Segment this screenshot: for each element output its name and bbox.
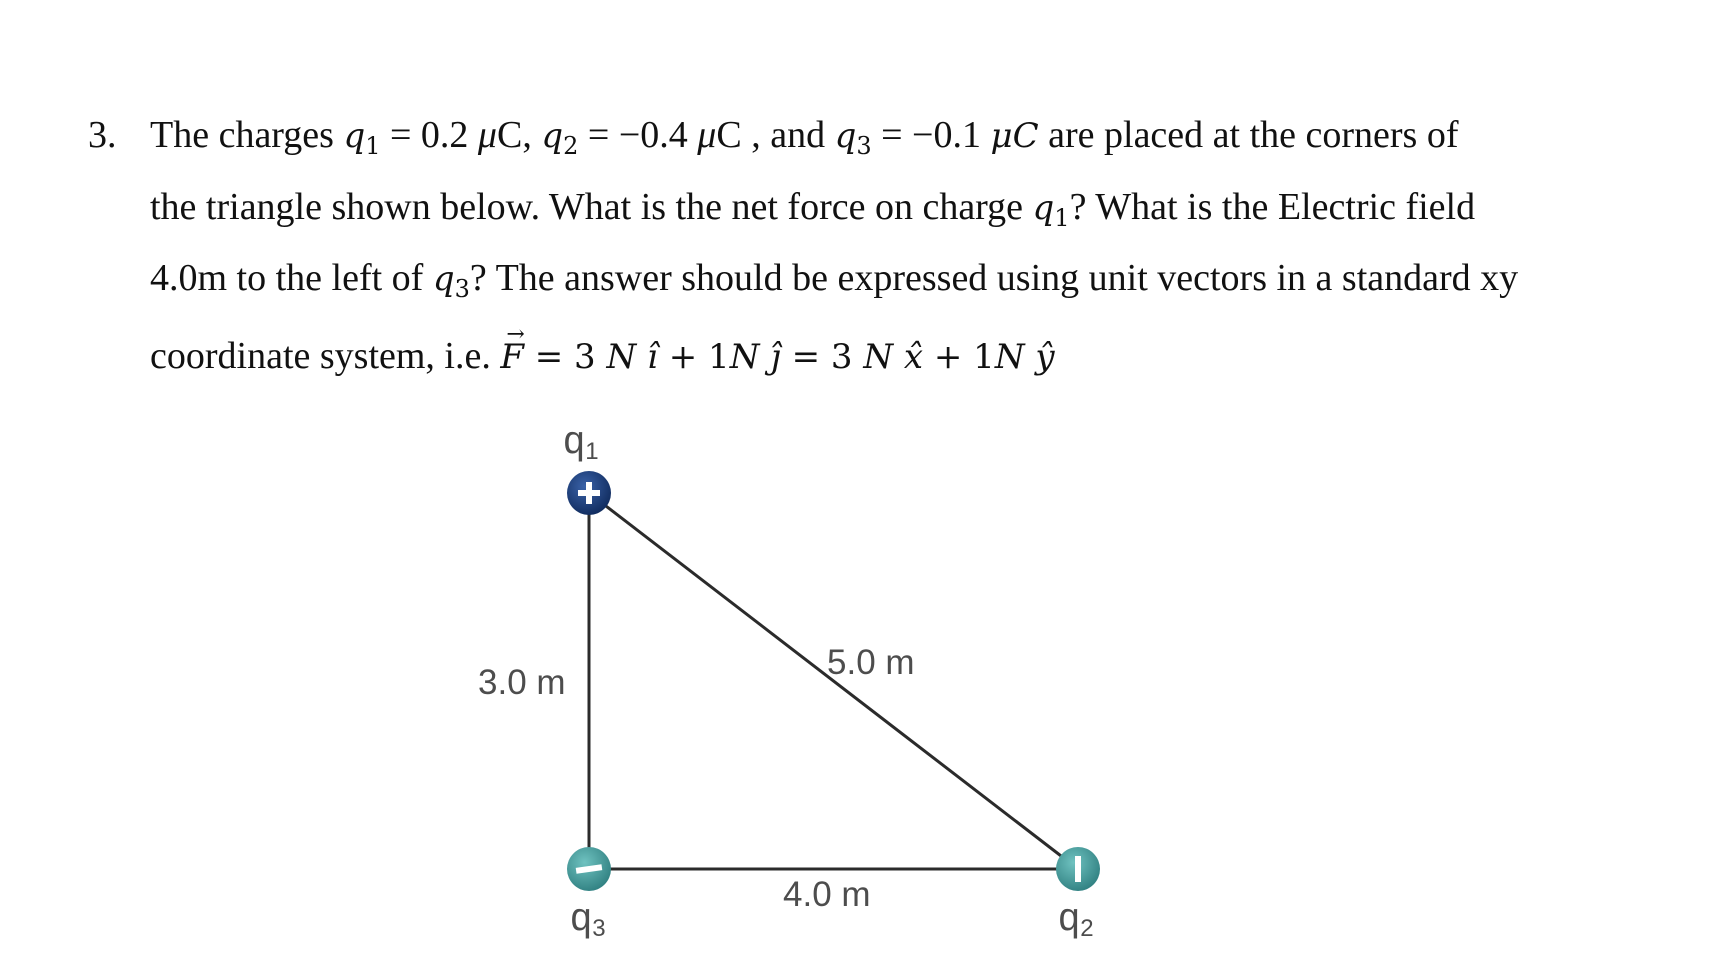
i-hat: î: [636, 337, 658, 377]
charge-q2-icon: [1056, 847, 1100, 891]
q-letter: q: [834, 116, 857, 156]
q-subscript: 1: [1054, 204, 1070, 232]
side-label-horizontal: 4.0 m: [783, 875, 871, 914]
q-letter: q: [563, 418, 585, 462]
text: coordinate system, i.e.: [150, 335, 501, 377]
q-subscript: 2: [1080, 915, 1094, 942]
charge-q3-icon: [567, 847, 611, 891]
text: 4.0m to the left of: [150, 257, 433, 299]
q2-value: = −0.4: [578, 114, 698, 156]
text: ? What is the Electric field: [1069, 186, 1476, 228]
force-vector-symbol: → F: [500, 335, 524, 379]
text: The charges: [150, 114, 344, 156]
q1-value: = 0.2: [380, 114, 478, 156]
q-subscript: 3: [454, 275, 470, 303]
q-subscript: 1: [585, 438, 599, 465]
newton-unit: N: [994, 337, 1025, 377]
charge-label-q3: [570, 895, 606, 942]
q-letter: q: [541, 116, 564, 156]
text: the triangle shown below. What is the net force on charge: [150, 186, 1033, 228]
side-label-hypotenuse: 5.0 m: [827, 643, 915, 682]
charge-label-q1: [563, 418, 599, 465]
charge-q1-icon: [567, 471, 611, 515]
text: are placed at the corners of: [1038, 114, 1459, 156]
q-letter: q: [570, 895, 592, 939]
text: ? The answer should be expressed using unit vectors in a standard xy: [469, 257, 1519, 299]
q-subscript: 3: [856, 132, 872, 160]
q1-unit: C,: [497, 114, 542, 156]
q-subscript: 3: [592, 915, 606, 942]
j-hat: ĵ: [759, 337, 781, 377]
q3-unit: μC: [990, 116, 1039, 156]
mu-symbol: μ: [697, 114, 717, 156]
q-subscript: 1: [365, 132, 381, 160]
mu-symbol: μ: [477, 114, 497, 156]
q-subscript: 2: [563, 132, 579, 160]
eq-part: = 3: [780, 337, 864, 377]
side-label-vertical: 3.0 m: [478, 663, 566, 702]
newton-unit: N: [863, 337, 894, 377]
q-letter: q: [1058, 895, 1080, 939]
problem-number: 3.: [88, 114, 117, 156]
eq-part: + 1: [923, 337, 995, 377]
newton-unit: N: [729, 337, 760, 377]
charge-label-q2: [1058, 895, 1094, 942]
x-hat: x̂: [893, 337, 924, 377]
eq-part: = 3: [523, 337, 607, 377]
y-hat: ŷ: [1024, 337, 1055, 377]
q-letter: q: [343, 116, 366, 156]
q2-unit: C , and: [716, 114, 835, 156]
newton-unit: N: [606, 337, 637, 377]
eq-part: + 1: [657, 337, 730, 377]
q-letter: q: [1032, 188, 1055, 228]
q3-value: = −0.1: [871, 114, 991, 156]
q-letter: q: [432, 259, 455, 299]
